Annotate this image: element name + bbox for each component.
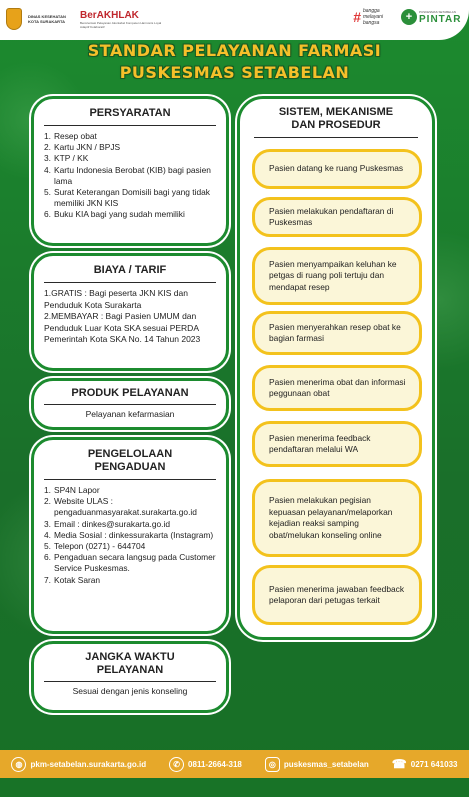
procedure-step-text: Pasien menerima obat dan informasi peggunaan obat [269, 376, 406, 398]
list-item: 6. Pengaduan secara langsug pada Customer Service Puskesmas. [44, 552, 216, 574]
procedure-step [252, 197, 422, 237]
sistem-card [237, 96, 435, 640]
jangka-card [31, 641, 229, 713]
list-item: 2. Website ULAS : pengaduanmasyarakat.surakarta.go.id [44, 496, 197, 518]
hash-icon: # [353, 9, 361, 25]
berakhlak-title: BerAKHLAK [80, 9, 139, 21]
persyaratan-heading: PERSYARATAN [89, 107, 171, 119]
whatsapp-icon: ✆ [169, 757, 184, 772]
footer-instagram[interactable] [265, 757, 369, 772]
pengaduan-heading [34, 448, 226, 474]
procedure-step-text: Pasien menyerahkan resep obat ke bagian farmasi [269, 321, 401, 343]
footer-phone-text: 0271 641033 [410, 759, 458, 769]
globe-icon: ◍ [11, 757, 26, 772]
biaya-text-2: 2.MEMBAYAR : Bagi Pasien UMUM dan Penduduk Luar Kota SKA sesuai PERDA Pemerintah Kota SKA No. 14 Tahun 2023 [44, 311, 201, 344]
list-item: 4. Media Sosial : dinkessurakarta (Instagram) [44, 529, 214, 540]
list-item: 5. Telepon (0271) - 644704 [44, 541, 146, 552]
footer-contact-bar [0, 750, 469, 778]
procedure-step [252, 149, 422, 189]
divider [254, 137, 418, 138]
procedure-step-text: Pasien melakukan pegisian kepuasan pelayanan/melaporkan kejadian reaksi samping obat/melukan konseling online [269, 495, 393, 540]
header-right-logos [353, 8, 463, 26]
list-item: 3. KTP / KK [44, 153, 89, 164]
bottom-strip [0, 778, 469, 797]
list-item: 1. SP4N Lapor [44, 485, 100, 495]
persyaratan-card [31, 96, 229, 246]
pengaduan-list [34, 485, 226, 586]
pengaduan-card [31, 437, 229, 634]
pintar-logo [401, 9, 463, 25]
list-item: 4. Kartu Indonesia Berobat (KIB) bagi pasien lama [44, 164, 211, 186]
title-line-1: STANDAR PELAYANAN FARMASI [87, 41, 382, 60]
procedure-step [252, 421, 422, 467]
produk-card [31, 378, 229, 430]
header-left-logos [6, 8, 170, 30]
sistem-heading-2: DAN PROSEDUR [291, 119, 381, 131]
list-item: 7. Kotak Saran [44, 574, 101, 585]
persyaratan-list [34, 131, 226, 221]
list-item: 5. Surat Keterangan Domisili bagi yang tidak memiliki JKN KIS [44, 187, 210, 209]
footer-whatsapp-text: 0811-2664-318 [188, 759, 242, 769]
berakhlak-logo [80, 10, 170, 29]
footer-whatsapp[interactable] [169, 757, 242, 772]
procedure-step-text: Pasien menyampaikan keluhan ke petgas di ruang poli tertuju dan mendapat resep [269, 258, 397, 292]
berakhlak-subtitle: Berorientasi Pelayanan Akuntabel Kompeten Harmonis Loyal Adaptif Kolaboratif [80, 20, 162, 29]
jangka-text: Sesuai dengan jenis konseling [72, 686, 188, 696]
footer-website[interactable] [11, 757, 146, 772]
sistem-heading-1: SISTEM, MEKANISME [278, 106, 394, 118]
produk-heading: PRODUK PELAYANAN [71, 387, 189, 399]
pintar-small-text: PUSKESMAS SETABELAN [419, 9, 456, 14]
title-line-2: PUSKESMAS SETABELAN [119, 63, 350, 82]
instagram-icon: ◎ [265, 757, 280, 772]
surakarta-emblem-icon [6, 8, 22, 30]
pintar-title: PINTAR [419, 13, 462, 25]
divider [44, 681, 216, 682]
list-item: 6. Buku KIA bagi yang sudah memiliki [44, 209, 185, 220]
pengaduan-heading-2: PENGADUAN [94, 461, 166, 473]
list-item: 2. Kartu JKN / BPJS [44, 142, 121, 153]
header-bar [0, 0, 469, 40]
produk-text: Pelayanan kefarmasian [85, 409, 175, 419]
divider [44, 404, 216, 405]
pengaduan-heading-1: PENGELOLAAN [87, 448, 173, 460]
footer-instagram-text: puskesmas_setabelan [283, 759, 369, 769]
jangka-heading-2: PELAYANAN [96, 664, 164, 676]
procedure-step-text: Pasien menerima jawaban feedback pelaporan dari petugas terkait [269, 583, 405, 605]
procedure-step [252, 565, 422, 625]
biaya-text-1: 1.GRATIS : Bagi peserta JKN KIS dan Penduduk Kota Surakarta [44, 288, 188, 310]
dinas-logo-text: DINAS KESEHATAN KOTA SURAKARTA [28, 14, 66, 24]
procedure-step-text: Pasien melakukan pendaftaran di Puskesmas [269, 205, 394, 227]
divider [44, 282, 216, 283]
list-item: 3. Email : dinkes@surakarta.go.id [44, 518, 171, 529]
procedure-step-text: Pasien datang ke ruang Puskesmas [269, 163, 404, 174]
footer-website-text: pkm-setabelan.surakarta.go.id [30, 759, 147, 769]
divider [44, 479, 216, 480]
sistem-heading [240, 106, 432, 132]
bangga-text: bangga melayani bangsa [363, 8, 384, 26]
procedure-step [252, 479, 422, 557]
bangga-melayani-logo [353, 8, 395, 26]
biaya-heading: BIAYA / TARIF [93, 264, 167, 276]
divider [44, 125, 216, 126]
puskesmas-icon: + [401, 9, 417, 25]
list-item: 1. Resep obat [44, 131, 97, 141]
procedure-step [252, 247, 422, 305]
jangka-heading-1: JANGKA WAKTU [85, 651, 175, 663]
biaya-card [31, 253, 229, 371]
jangka-heading [34, 651, 226, 677]
procedure-step [252, 311, 422, 355]
phone-icon: ☎ [391, 757, 407, 771]
page-title [0, 40, 469, 84]
footer-phone[interactable] [392, 757, 458, 772]
procedure-step-text: Pasien menerima feedback pendaftaran melalui WA [269, 432, 371, 454]
procedure-step [252, 365, 422, 411]
